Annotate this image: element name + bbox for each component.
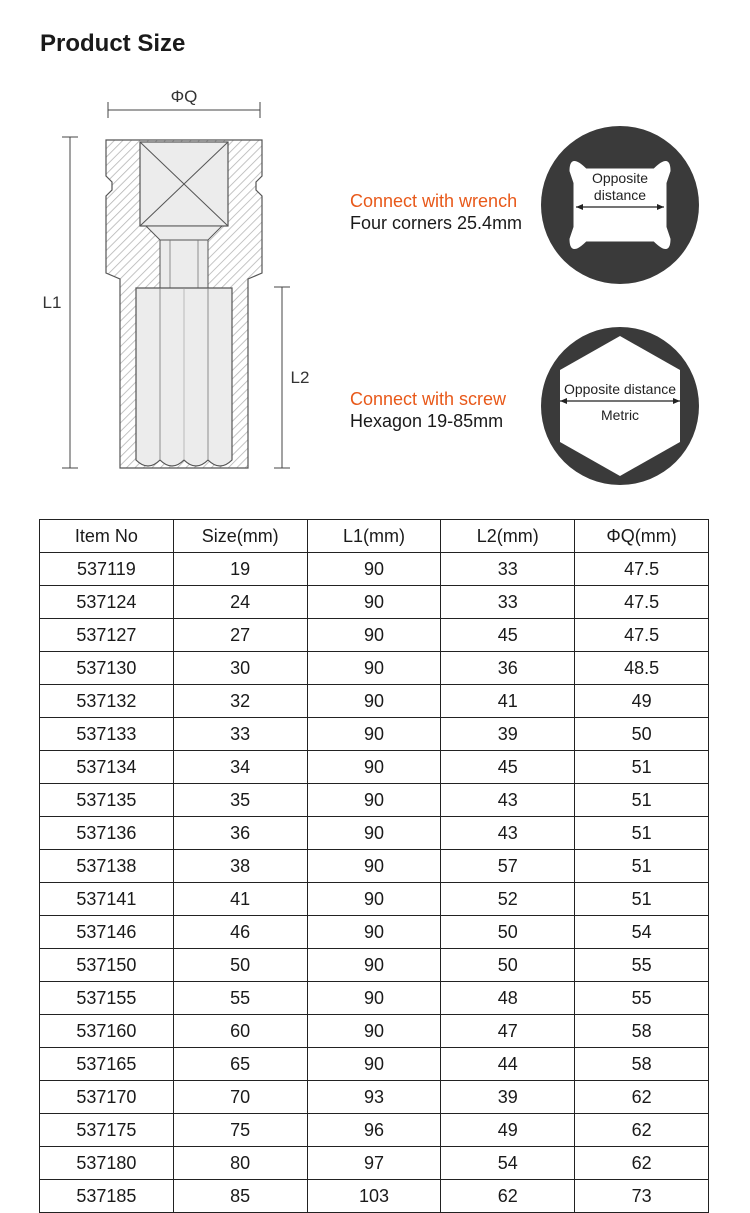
cell-q: 50 (575, 718, 709, 751)
table-row (40, 685, 709, 718)
cell-l1: 90 (307, 916, 441, 949)
cell-l1: 90 (307, 850, 441, 883)
cell-size: 30 (173, 652, 307, 685)
page-title: Product Size (40, 30, 186, 57)
wrench-heading: Connect with wrench (350, 191, 518, 211)
cell-q: 55 (575, 949, 709, 982)
cell-l1: 96 (307, 1114, 441, 1147)
cell-l1: 90 (307, 718, 441, 751)
cell-size: 33 (173, 718, 307, 751)
cell-size: 24 (173, 586, 307, 619)
cell-size: 41 (173, 883, 307, 916)
table-row (40, 784, 709, 817)
cell-item-no: 537170 (40, 1081, 174, 1114)
cell-item-no: 537155 (40, 982, 174, 1015)
cell-l2: 43 (441, 817, 575, 850)
table-row (40, 1147, 709, 1180)
cell-l2: 57 (441, 850, 575, 883)
cell-l1: 90 (307, 553, 441, 586)
cell-l1: 90 (307, 982, 441, 1015)
cell-q: 62 (575, 1147, 709, 1180)
cell-q: 48.5 (575, 652, 709, 685)
cell-q: 54 (575, 916, 709, 949)
cell-item-no: 537138 (40, 850, 174, 883)
table-row (40, 1180, 709, 1213)
cell-l2: 44 (441, 1048, 575, 1081)
cell-l1: 103 (307, 1180, 441, 1213)
cell-q: 51 (575, 850, 709, 883)
cell-item-no: 537124 (40, 586, 174, 619)
dim-q-label: ΦQ (170, 87, 198, 106)
cell-size: 65 (173, 1048, 307, 1081)
cell-l2: 50 (441, 949, 575, 982)
cell-l2: 39 (441, 1081, 575, 1114)
cell-l1: 90 (307, 685, 441, 718)
cell-l2: 45 (441, 619, 575, 652)
cell-item-no: 537165 (40, 1048, 174, 1081)
cell-q: 51 (575, 784, 709, 817)
cell-item-no: 537133 (40, 718, 174, 751)
table-row (40, 652, 709, 685)
wrench-spec: Four corners 25.4mm (350, 213, 523, 233)
cell-size: 27 (173, 619, 307, 652)
cell-l2: 54 (441, 1147, 575, 1180)
cell-size: 70 (173, 1081, 307, 1114)
cell-item-no: 537134 (40, 751, 174, 784)
cell-q: 51 (575, 883, 709, 916)
dim-l2-label: L2 (290, 368, 310, 387)
cell-l1: 90 (307, 1015, 441, 1048)
wrench-connection-text (350, 190, 522, 234)
cell-item-no: 537136 (40, 817, 174, 850)
cell-size: 55 (173, 982, 307, 1015)
socket-drawing (30, 80, 330, 480)
cell-q: 49 (575, 685, 709, 718)
table-row (40, 883, 709, 916)
cell-q: 58 (575, 1015, 709, 1048)
header-q: ΦQ(mm) (575, 520, 709, 553)
table-row (40, 553, 709, 586)
cell-item-no: 537127 (40, 619, 174, 652)
cell-q: 55 (575, 982, 709, 1015)
cell-l2: 43 (441, 784, 575, 817)
cell-q: 47.5 (575, 619, 709, 652)
screw-connection-text (350, 388, 506, 432)
cell-item-no: 537130 (40, 652, 174, 685)
table-row (40, 718, 709, 751)
cell-size: 46 (173, 916, 307, 949)
cell-item-no: 537185 (40, 1180, 174, 1213)
cell-l2: 45 (441, 751, 575, 784)
cell-q: 51 (575, 817, 709, 850)
cell-l1: 90 (307, 652, 441, 685)
header-item-no: Item No (40, 520, 174, 553)
cell-l2: 62 (441, 1180, 575, 1213)
cell-q: 58 (575, 1048, 709, 1081)
screw-label-2: Metric (600, 407, 640, 423)
square-drive-icon (540, 125, 700, 285)
cell-l2: 41 (441, 685, 575, 718)
table-header-row (40, 520, 709, 553)
cell-size: 36 (173, 817, 307, 850)
cell-item-no: 537160 (40, 1015, 174, 1048)
screw-spec: Hexagon 19-85mm (350, 411, 504, 431)
cell-l1: 90 (307, 751, 441, 784)
cell-l1: 90 (307, 883, 441, 916)
table-row (40, 982, 709, 1015)
cell-l1: 93 (307, 1081, 441, 1114)
wrench-label-1: Opposite (591, 170, 649, 186)
cell-l2: 33 (441, 553, 575, 586)
hex-socket-icon (540, 326, 700, 486)
cell-size: 38 (173, 850, 307, 883)
cell-item-no: 537135 (40, 784, 174, 817)
table-row (40, 1114, 709, 1147)
cell-l2: 48 (441, 982, 575, 1015)
cell-l1: 90 (307, 784, 441, 817)
cell-q: 62 (575, 1081, 709, 1114)
cell-l2: 39 (441, 718, 575, 751)
cell-l2: 52 (441, 883, 575, 916)
cell-l2: 49 (441, 1114, 575, 1147)
cell-item-no: 537150 (40, 949, 174, 982)
screw-heading: Connect with screw (350, 389, 507, 409)
cell-q: 73 (575, 1180, 709, 1213)
table-row (40, 817, 709, 850)
header-size: Size(mm) (173, 520, 307, 553)
cell-item-no: 537141 (40, 883, 174, 916)
table-row (40, 1048, 709, 1081)
cell-item-no: 537119 (40, 553, 174, 586)
cell-l1: 90 (307, 949, 441, 982)
wrench-label-2: distance (593, 187, 647, 203)
cell-size: 50 (173, 949, 307, 982)
dim-l1-label: L1 (42, 293, 62, 312)
cell-q: 47.5 (575, 586, 709, 619)
cell-size: 34 (173, 751, 307, 784)
table-row (40, 949, 709, 982)
cell-size: 60 (173, 1015, 307, 1048)
table-row (40, 1081, 709, 1114)
cell-item-no: 537180 (40, 1147, 174, 1180)
cell-l2: 50 (441, 916, 575, 949)
cell-item-no: 537146 (40, 916, 174, 949)
cell-size: 85 (173, 1180, 307, 1213)
screw-label-1: Opposite distance (563, 381, 677, 397)
table-row (40, 751, 709, 784)
table-body (40, 553, 709, 1213)
table-row (40, 850, 709, 883)
table-row (40, 586, 709, 619)
size-table (39, 519, 709, 1213)
header-l2: L2(mm) (441, 520, 575, 553)
cell-size: 35 (173, 784, 307, 817)
cell-l1: 90 (307, 817, 441, 850)
table-row (40, 916, 709, 949)
cell-q: 47.5 (575, 553, 709, 586)
cell-q: 62 (575, 1114, 709, 1147)
cell-l1: 90 (307, 1048, 441, 1081)
cell-item-no: 537132 (40, 685, 174, 718)
cell-l2: 47 (441, 1015, 575, 1048)
cell-l1: 97 (307, 1147, 441, 1180)
cell-l2: 36 (441, 652, 575, 685)
cell-l2: 33 (441, 586, 575, 619)
table-row (40, 619, 709, 652)
cell-size: 32 (173, 685, 307, 718)
cell-size: 80 (173, 1147, 307, 1180)
cell-size: 19 (173, 553, 307, 586)
cell-l1: 90 (307, 619, 441, 652)
cell-item-no: 537175 (40, 1114, 174, 1147)
cell-l1: 90 (307, 586, 441, 619)
cell-q: 51 (575, 751, 709, 784)
cell-size: 75 (173, 1114, 307, 1147)
table-row (40, 1015, 709, 1048)
header-l1: L1(mm) (307, 520, 441, 553)
